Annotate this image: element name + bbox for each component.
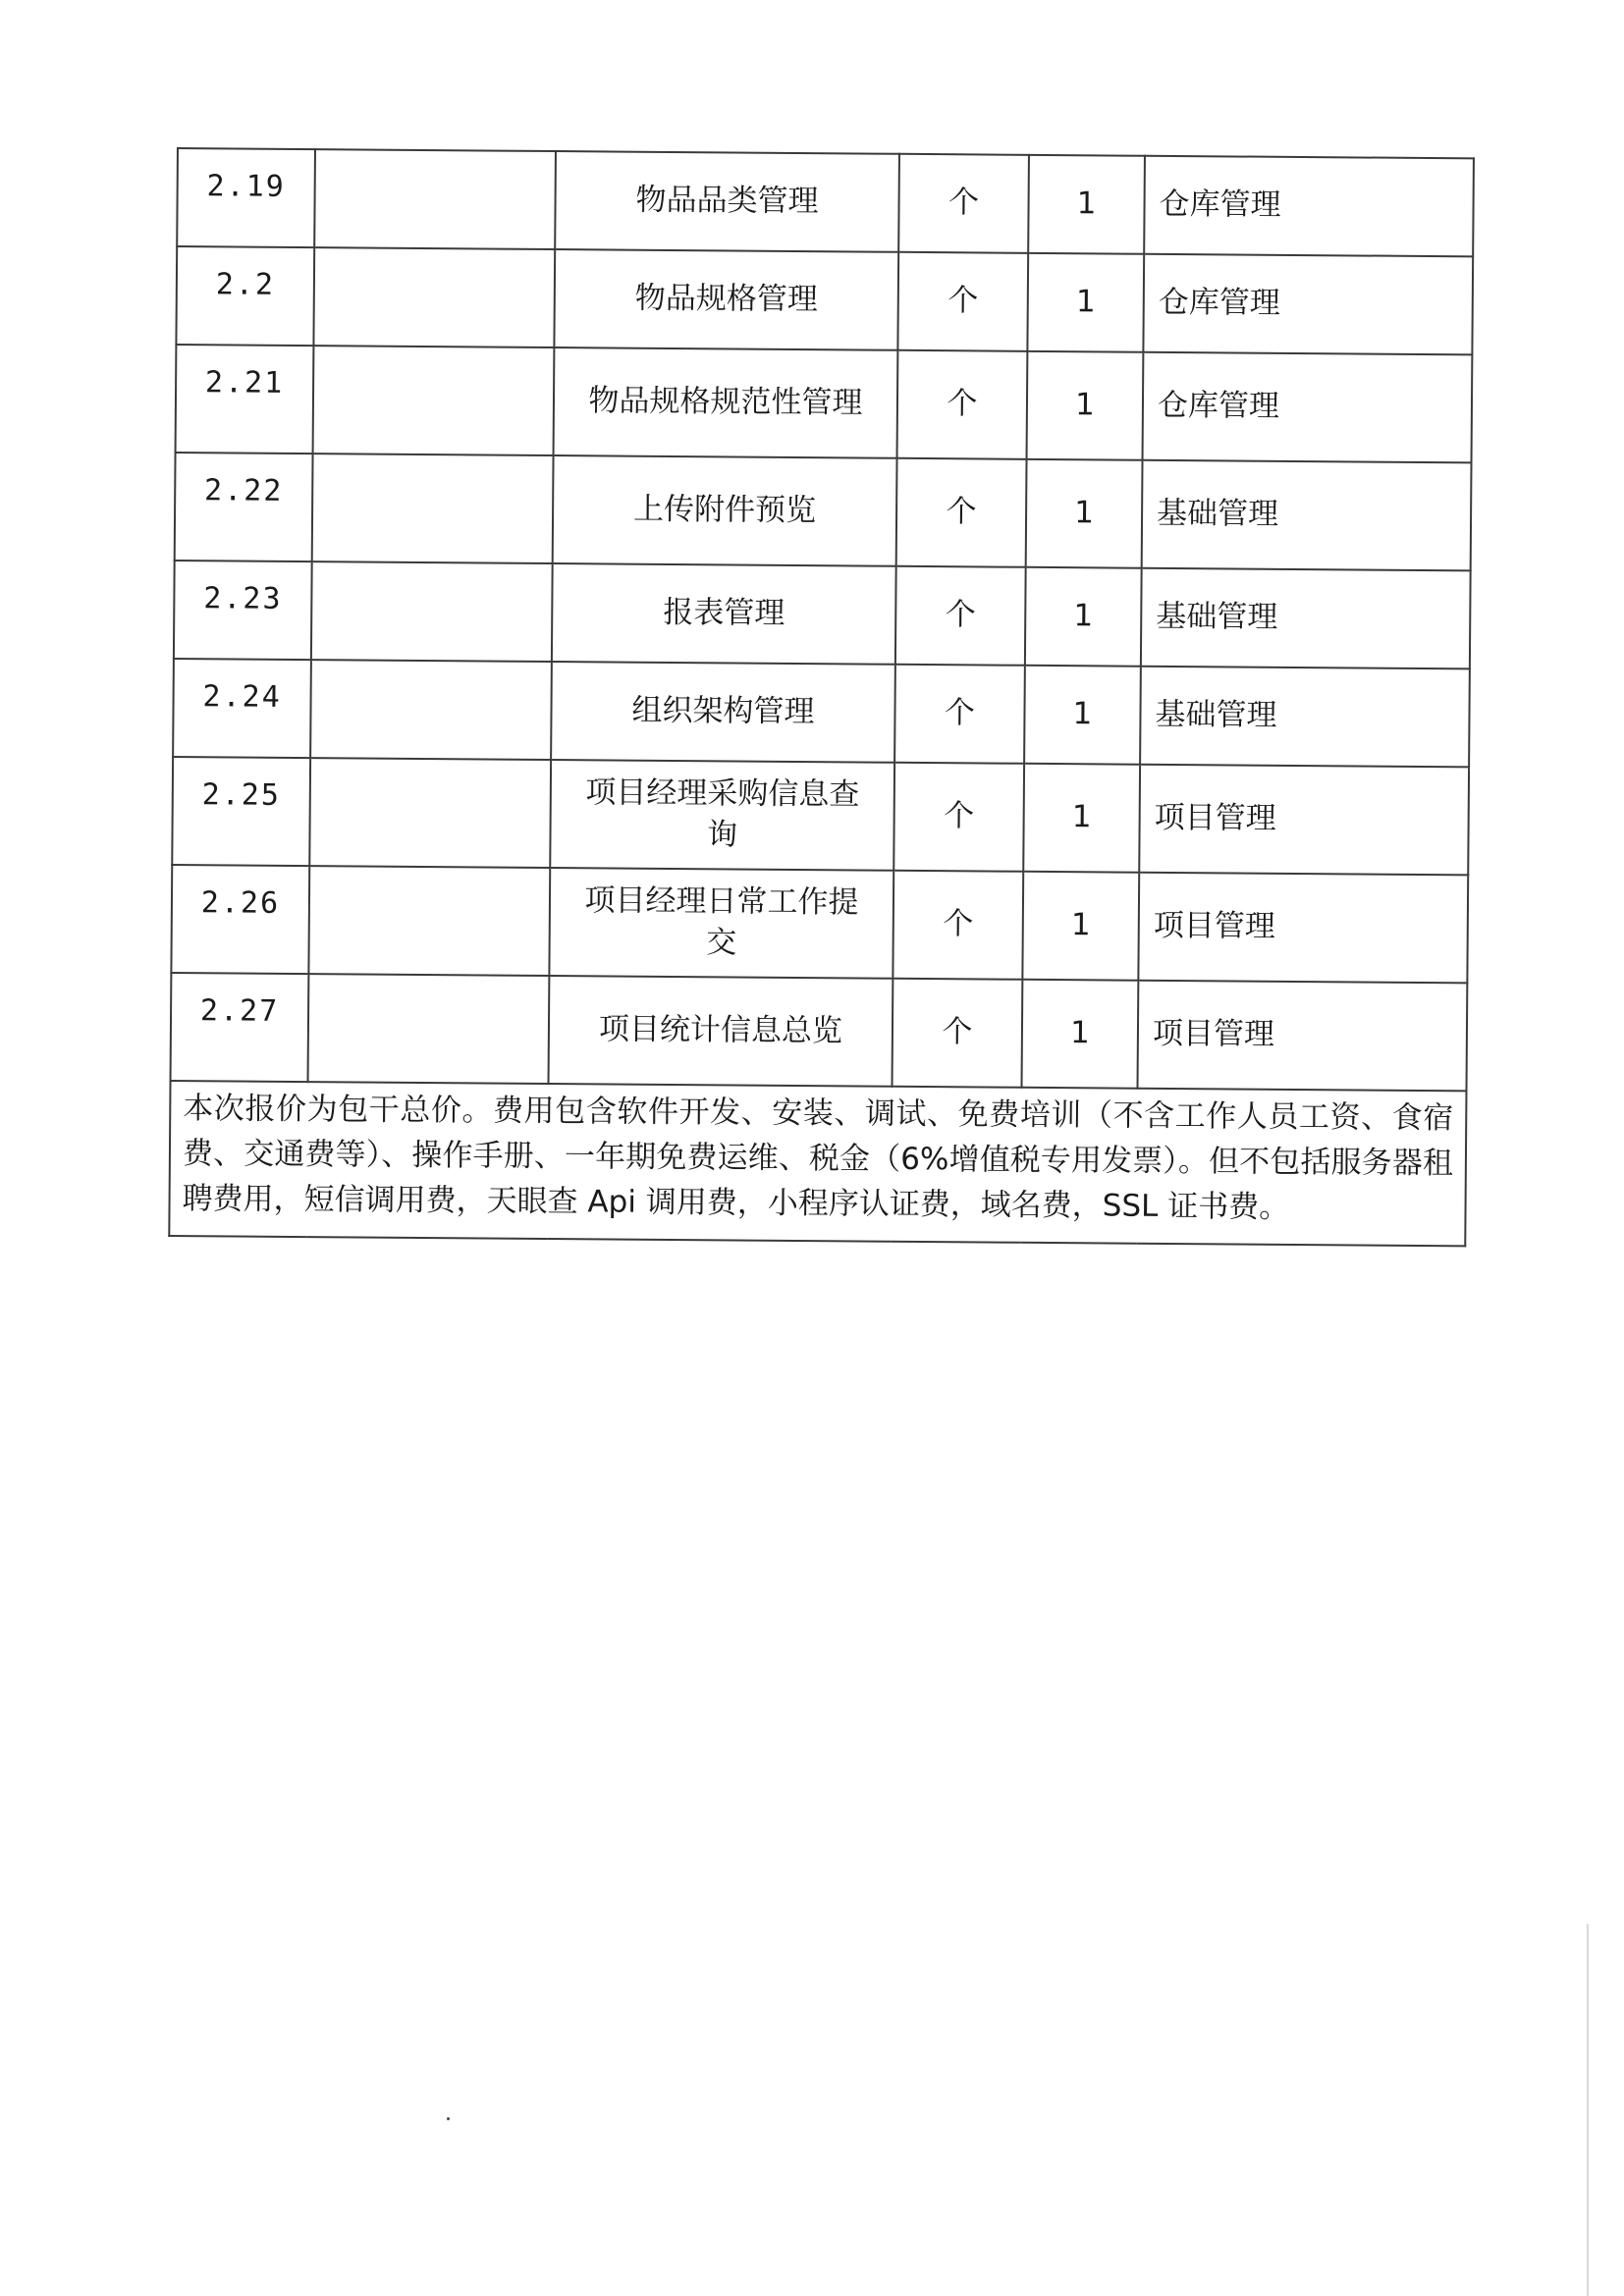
category-cell: 仓库管理 — [1143, 352, 1473, 463]
module-cell — [314, 149, 556, 249]
table-row — [172, 757, 1469, 875]
unit-cell: 个 — [895, 566, 1026, 666]
unit-cell: 个 — [897, 350, 1028, 459]
item-number: 2.26 — [171, 865, 309, 974]
unit-cell: 个 — [894, 665, 1025, 764]
category-cell: 项目管理 — [1138, 873, 1468, 984]
item-number: 2.2 — [176, 246, 314, 346]
module-cell — [311, 561, 553, 662]
item-name: 物品规格规范性管理 — [554, 347, 898, 458]
table-row — [177, 148, 1474, 256]
quantity-cell: 1 — [1027, 351, 1144, 460]
category-cell: 项目管理 — [1138, 981, 1468, 1092]
note-row — [169, 1081, 1466, 1246]
item-number: 2.25 — [172, 757, 310, 866]
scan-edge-line — [1587, 1924, 1589, 2296]
item-name: 项目经理采购信息查询 — [550, 760, 894, 871]
module-cell — [308, 866, 550, 976]
item-number: 2.19 — [177, 148, 315, 247]
item-name: 项目统计信息总览 — [549, 976, 893, 1087]
category-cell: 仓库管理 — [1143, 254, 1473, 355]
module-cell — [309, 758, 551, 868]
item-number: 2.27 — [171, 973, 309, 1082]
table-row — [175, 453, 1472, 570]
table-row — [171, 973, 1468, 1091]
unit-cell: 个 — [896, 458, 1027, 567]
category-cell: 基础管理 — [1140, 667, 1470, 768]
item-number: 2.23 — [174, 561, 312, 660]
category-cell: 项目管理 — [1139, 765, 1469, 876]
category-cell: 基础管理 — [1141, 568, 1471, 669]
item-number: 2.24 — [173, 659, 311, 758]
item-number: 2.21 — [176, 345, 314, 454]
quotation-table — [168, 147, 1475, 1247]
table-row — [171, 865, 1468, 983]
quantity-cell: 1 — [1024, 666, 1141, 765]
price-note: 本次报价为包干总价。费用包含软件开发、安装、调试、免费培训（不含工作人员工资、食宿费、交通费等）、操作手册、一年期免费运维、税金（6%增值税专用发票）。但不包括服务器租聘费用，短信调用费，天眼查 Api 调用费，小程序认证费，域名费，SSL 证书费。 — [169, 1081, 1466, 1246]
table-row — [176, 345, 1473, 462]
category-cell: 基础管理 — [1142, 460, 1472, 571]
module-cell — [308, 974, 550, 1084]
item-name: 项目经理日常工作提交 — [549, 868, 893, 979]
quantity-cell: 1 — [1022, 980, 1139, 1089]
item-number: 2.22 — [175, 453, 313, 561]
quantity-cell: 1 — [1028, 155, 1145, 254]
unit-cell: 个 — [893, 871, 1023, 980]
unit-cell: 个 — [893, 979, 1023, 1088]
table-row — [176, 246, 1473, 354]
scan-speck — [447, 2117, 450, 2120]
quantity-cell: 1 — [1023, 764, 1140, 873]
quantity-cell: 1 — [1022, 872, 1139, 981]
quantity-cell: 1 — [1025, 567, 1142, 667]
unit-cell: 个 — [898, 154, 1029, 253]
module-cell — [313, 346, 555, 455]
category-cell: 仓库管理 — [1144, 156, 1474, 257]
module-cell — [312, 454, 554, 563]
module-cell — [310, 660, 552, 760]
item-name: 报表管理 — [552, 563, 896, 665]
table-row — [173, 659, 1470, 767]
module-cell — [313, 247, 555, 347]
item-name: 组织架构管理 — [551, 662, 895, 763]
table-row — [174, 561, 1471, 668]
quantity-cell: 1 — [1027, 253, 1144, 352]
item-name: 物品品类管理 — [555, 151, 899, 252]
quantity-cell: 1 — [1026, 459, 1143, 568]
item-name: 上传附件预览 — [553, 455, 897, 566]
unit-cell: 个 — [893, 763, 1024, 872]
item-name: 物品规格管理 — [554, 249, 898, 350]
unit-cell: 个 — [897, 252, 1028, 351]
